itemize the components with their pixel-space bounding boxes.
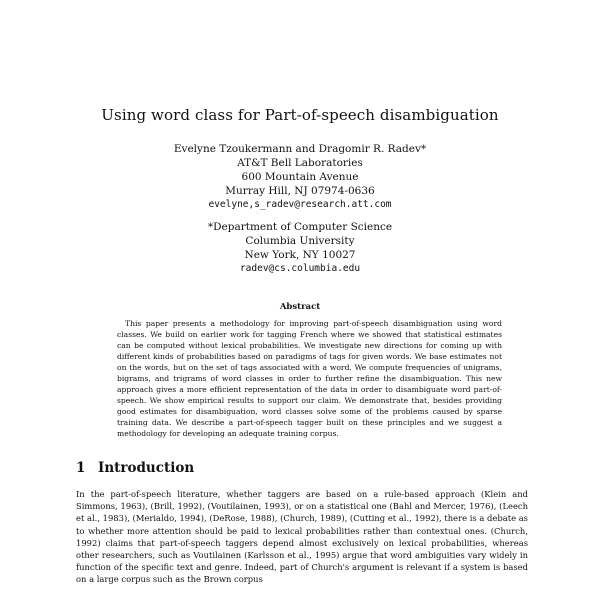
affiliation-columbia: *Department of Computer Science: [207, 221, 393, 233]
city-att: Murray Hill, NJ 07974-0636: [225, 185, 375, 197]
introduction-body: In the part-of-speech literature, whether taggers are based on a rule-based approach (Klein and Simmons, 1963), (Brill, 1992), (Voutilainen, 1993), or on a statistical one (Bahl and Mercer, 1976), (Leech et al., 1983), (Merialdo, 1994), (DeRose, 1988), (Church, 1989), (Cutting et al., 1992), there is a debate as to whether more attention should be paid to lexical probabilities rather than contextual ones. (Church, 1992) claims that part-of-speech taggers depend almost exclusively on lexical probabilities, whereas other researchers, such as Voutilainen (Karlsson et al., 1995) argue that word ambiguities vary widely in function of the specific text and genre. Indeed, part of Church's argument is relevant if a system is based on a large corpus such as the Brown corpus: [76, 489, 528, 585]
section-heading-introduction: [76, 460, 194, 476]
affiliation-att: AT&T Bell Laboratories: [237, 157, 363, 169]
address-att: 600 Mountain Avenue: [241, 171, 359, 183]
paper-title: Using word class for Part-of-speech disambiguation: [101, 106, 499, 124]
section-title: Introduction: [98, 460, 195, 476]
author-block-primary: [0, 142, 600, 212]
section-number: 1: [76, 460, 86, 476]
university-columbia: Columbia University: [245, 235, 355, 247]
email-att: evelyne,s_radev@research.att.com: [208, 199, 392, 210]
authors-line: Evelyne Tzoukermann and Dragomir R. Radev*: [173, 143, 427, 155]
city-columbia: New York, NY 10027: [244, 249, 356, 261]
email-columbia: radev@cs.columbia.edu: [239, 263, 361, 274]
abstract-heading: Abstract: [279, 302, 321, 312]
abstract-body: This paper presents a methodology for improving part-of-speech disambiguation using word classes. We build on earlier work for tagging French where we showed that statistical estimates can be computed without lexical probabilities. We investigate new directions for coming up with different kinds of probabilities based on paradigms of tags for given words. We base estimates not on the words, but on the set of tags associated with a word. We compute frequencies of unigrams, bigrams, and trigrams of word classes in order to further refine the disambiguation. This new approach gives a more efficient representation of the data in order to disambiguate word part-of-speech. We show empirical results to support our claim. We demonstrate that, besides providing good estimates for disambiguation, word classes solve some of the problems caused by sparse training data. We describe a part-of-speech tagger built on these principles and we suggest a methodology for developing an adequate training corpus.: [117, 319, 502, 438]
author-block-secondary: [0, 220, 600, 276]
